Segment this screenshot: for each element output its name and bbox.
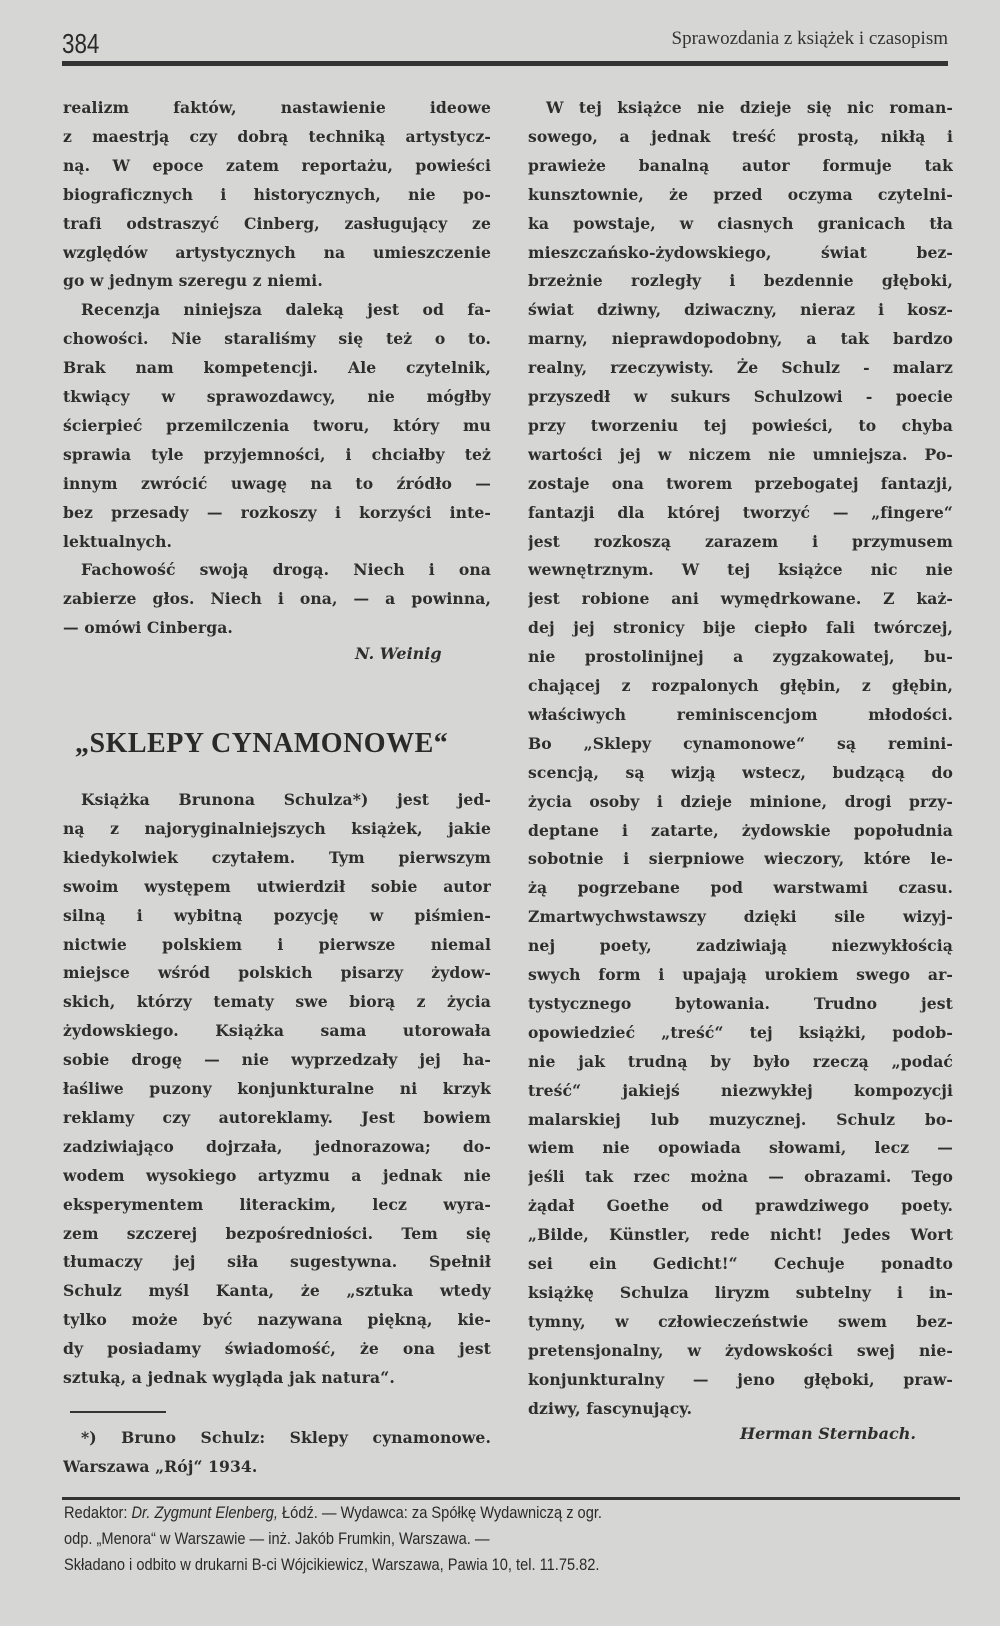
text-line: realizm faktów, nastawienie ideowe (63, 98, 491, 117)
text-line: treść“ jakiejś niezwykłej kompozycji (528, 1080, 953, 1100)
text-line: żą pogrzebane pod warstwami czasu. (528, 878, 953, 898)
text-line: ną z najoryginalniejszych książek, jakie (63, 818, 491, 838)
text-line: biograficznych i historycznych, nie po- (63, 184, 491, 204)
text-line: konjunkturalny — jeno głęboki, praw- (528, 1369, 953, 1389)
footer-rule (62, 1497, 960, 1500)
text-line: marny, nieprawdopodobny, a tak bardzo (528, 329, 953, 349)
text-line: Recenzja niniejsza daleką jest od fa- (81, 300, 491, 320)
text-line: zabierze głos. Niech i ona, — a powinna, (63, 589, 491, 609)
text-line: opowiedzieć „treść“ tej książki, podob- (528, 1022, 953, 1042)
text-line: kunsztownie, że przed oczyma czytelni- (528, 184, 953, 204)
text-line: go w jednym szeregu z niemi. (63, 271, 323, 291)
footer-line-publisher: odp. „Menora“ w Warszawie — inż. Jakób Frumkin, Warszawa. — (64, 1529, 490, 1548)
text-line: żydowskiego. Książka sama utorowała (63, 1021, 491, 1041)
text-line: sztuką, a jednak wygląda jak natura“. (63, 1368, 395, 1387)
page-number: 384 (62, 28, 100, 59)
text-line: swoim występem utwierdził sobie autor (63, 876, 491, 896)
text-line: swych form i upajają urokiem swego ar- (528, 965, 953, 984)
text-line: Schulz myśl Kanta, że „sztuka wtedy (63, 1281, 491, 1301)
text-line: „Bilde, Künstler, rede nicht! Jedes Wort (528, 1225, 953, 1245)
text-line: przyszedł w sukurs Schulzowi - poecie (528, 387, 953, 406)
text-line: nej poety, zadziwiają niezwykłością (528, 936, 953, 956)
text-line: Bo „Sklepy cynamonowe“ są remini- (528, 733, 953, 753)
footer-line-editor (64, 1503, 602, 1523)
text-line: Fachowość swoją drogą. Niech i ona (81, 560, 491, 580)
text-line: łaśliwe puzony konjunkturalne ni krzyk (63, 1079, 491, 1098)
text-line: brzeżnie rozległy i bezdennie głęboki, (528, 271, 953, 291)
text-line: tłumaczy jej siła sugestywna. Spełnił (63, 1252, 491, 1272)
text-line: właściwych reminiscencjom młodości. (528, 704, 953, 724)
text-line: fantazji dla której tworzyć — „fingere“ (528, 502, 953, 522)
text-line: Brak nam kompetencji. Ale czytelnik, (63, 358, 491, 378)
text-line: Warszawa „Rój“ 1934. (63, 1456, 258, 1476)
text-line: prawieże banalną autor formuje tak (528, 155, 953, 175)
text-line: W tej książce nie dzieje się nic roman- (546, 98, 953, 117)
text-line: malarskiej lub muzycznej. Schulz bo- (528, 1109, 953, 1129)
text-line: żądał Goethe od prawdziwego poety. (528, 1196, 953, 1216)
text-line: sowego, a jednak treść prostą, nikłą i (528, 126, 953, 146)
publisher-text: Łódź. — Wydawca: za Spółkę Wydawniczą z ogr. (277, 1503, 602, 1522)
text-line: sei ein Gedicht!“ Cechuje ponadto (528, 1254, 953, 1273)
text-line: względów artystycznych na umieszczenie (63, 242, 491, 262)
text-line: lektualnych. (63, 531, 173, 551)
text-line: — omówi Cinberga. (63, 618, 233, 638)
review2-signature: Herman Sternbach. (740, 1424, 916, 1443)
text-line: zem szczerej bezpośredniości. Tem się (63, 1223, 491, 1243)
text-line: sprawia tyle przyjemności, i chciałby też (63, 444, 491, 464)
text-line: jest rozkoszą zarazem i przymusem (528, 531, 953, 551)
text-line: Zmartwychwstawszy dzięki sile wizyj- (528, 907, 953, 927)
footer-line-printer: Składano i odbito w drukarni B-ci Wójcikiewicz, Warszawa, Pawia 10, tel. 11.75.82. (64, 1555, 600, 1574)
text-line: wartości jej w niczem nie umniejsza. Po- (528, 444, 953, 464)
text-line: bez przesady — rozkoszy i korzyści inte- (63, 502, 491, 522)
editor-name: Dr. Zygmunt Elenberg, (131, 1503, 278, 1522)
text-line: nictwie polskiem i pierwsze niemal (63, 934, 491, 954)
text-line: z maestrją czy dobrą techniką artystycz- (63, 126, 491, 146)
text-line: nie prostolinijnej a zygzakowatej, bu- (528, 647, 953, 667)
review1-signature: N. Weinig (355, 644, 442, 663)
text-line: ścierpieć przemilczenia tworu, który mu (63, 415, 491, 435)
text-line: innym zwrócić uwagę na to źródło — (63, 473, 491, 493)
header-rule (62, 61, 948, 66)
text-line: eksperymentem literackim, lecz wyra- (63, 1194, 491, 1214)
text-line: jeśli tak rzec można — obrazami. Tego (528, 1167, 953, 1187)
text-line: ną. W epoce zatem reportażu, powieści (63, 155, 491, 175)
text-line: deptane i zatarte, żydowskie popołudnia (528, 820, 953, 840)
text-line: scencją, są wizją wstecz, budzącą do (528, 762, 953, 782)
text-line: chającej z rozpalonych głębin, z głębin, (528, 676, 953, 695)
text-line: tylko może być nazywana piękną, kie- (63, 1310, 491, 1330)
text-line: dej jej stronicy bije ciepło fali twórczej, (528, 618, 953, 638)
text-line: wodem wysokiego artyzmu a jednak nie (63, 1165, 491, 1185)
text-line: życia osoby i dzieje minione, drogi przy- (528, 791, 953, 811)
text-line: pretensjonalny, w żydowskości swej nie- (528, 1340, 953, 1360)
text-line: nie jak trudną by było rzeczą „podać (528, 1051, 953, 1071)
text-line: kiedykolwiek czytałem. Tym pierwszym (63, 847, 491, 867)
text-line: sobie drogę — nie wyprzedzały jej ha- (63, 1050, 491, 1070)
running-title: Sprawozdania z książek i czasopism (671, 28, 948, 49)
text-line: silną i wybitną pozycję w piśmien- (63, 905, 491, 925)
text-line: dy posiadamy świadomość, że ona jest (63, 1339, 491, 1359)
text-line: realny, rzeczywisty. Że Schulz - malarz (528, 358, 953, 378)
text-line: sobotnie i sierpniowe wieczory, które le- (528, 849, 953, 869)
text-line: tymny, w człowieczeństwie swem bez- (528, 1311, 953, 1331)
text-line: Książka Brunona Schulza*) jest jed- (81, 790, 491, 809)
text-line: wewnętrznym. W tej książce nic nie (528, 560, 953, 580)
text-line: chowości. Nie staraliśmy się też o to. (63, 329, 491, 349)
text-line: tystycznego bytowania. Trudno jest (528, 993, 953, 1013)
text-line: tkwiący w sprawozdawcy, nie mógłby (63, 387, 491, 406)
text-line: skich, którzy tematy swe biorą z życia (63, 992, 491, 1012)
text-line: wiem nie opowiada słowami, lecz — (528, 1138, 953, 1158)
text-line: przy tworzeniu tej powieści, to chyba (528, 415, 953, 435)
text-line: miejsce wśród polskich pisarzy żydow- (63, 963, 491, 983)
text-line: zostaje ona tworem przebogatej fantazji, (528, 473, 953, 493)
text-line: świat dziwny, dziwaczny, nieraz i kosz- (528, 300, 953, 320)
text-line: *) Bruno Schulz: Sklepy cynamonowe. (81, 1428, 491, 1447)
text-line: jest robione ani wymędrkowane. Z każ- (528, 589, 953, 609)
text-line: książkę Schulza liryzm subtelny i in- (528, 1282, 953, 1302)
text-line: zadziwiająco dojrzała, jednorazowa; do- (63, 1136, 491, 1156)
text-line: dziwy, fascynujący. (528, 1398, 693, 1418)
editor-label: Redaktor: (64, 1503, 132, 1522)
text-line: reklamy czy autoreklamy. Jest bowiem (63, 1107, 491, 1127)
text-line: ka powstaje, w ciasnych granicach tła (528, 213, 953, 233)
text-line: mieszczańsko-żydowskiego, świat bez- (528, 242, 953, 262)
text-line: trafi odstraszyć Cinberg, zasługujący ze (63, 213, 491, 233)
footnote-rule (70, 1411, 166, 1413)
review2-heading: „SKLEPY CYNAMONOWE“ (75, 728, 449, 759)
